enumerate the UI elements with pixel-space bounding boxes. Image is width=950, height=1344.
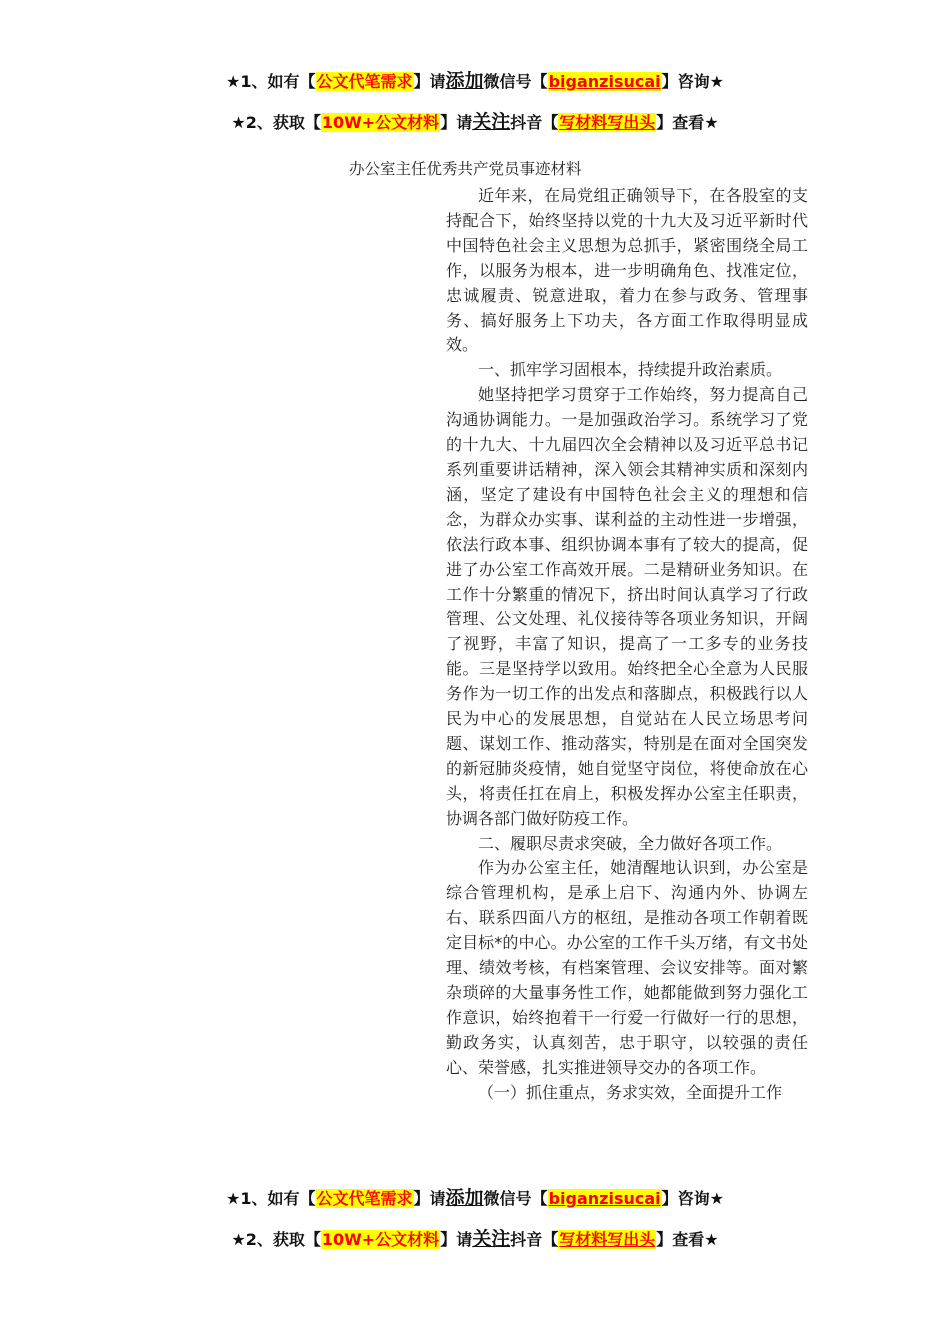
banner-emphasis: 关注 [472, 1228, 511, 1250]
douyin-account-link[interactable]: 写材料写出头 [559, 113, 656, 132]
wechat-account-link[interactable]: biganzisucai [548, 1189, 661, 1208]
document-body [446, 184, 808, 1106]
banner-prefix: ★1、如有【 [226, 72, 316, 91]
banner-emphasis: 关注 [472, 111, 511, 133]
paragraph: 她坚持把学习贯穿于工作始终，努力提高自己沟通协调能力。一是加强政治学习。系统学习了党的十九大、十九届四次全会精神以及习近平总书记系列重要讲话精神，深入领会其精神实质和深刻内涵，坚定了建设有中国特色社会主义的理想和信念，为群众办实事、谋利益的主动性进一步增强，依法行政本事、组织协调本事有了较大的提高，促进了办公室工作高效开展。二是精研业务知识。在工作十分繁重的情况下，挤出时间认真学习了行政管理、公文处理、礼仪接待等各项业务知识，开阔了视野，丰富了知识，提高了一工多专的业务技能。三是坚持学以致用。始终把全心全意为人民服务作为一切工作的出发点和落脚点，积极践行以人民为中心的发展思想，自觉站在人民立场思考问题、谋划工作、推动落实，特别是在面对全国突发的新冠肺炎疫情，她自觉坚守岗位，将使命放在心头，将责任扛在肩上，积极发挥办公室主任职责，协调各部门做好防疫工作。 [446, 385, 808, 828]
section-heading: 二、履职尽责求突破，全力做好各项工作。 [478, 833, 783, 853]
banner-highlight: 10W+公文材料 [321, 1230, 440, 1249]
banner-text: 】请 [413, 72, 446, 91]
banner-suffix: 】咨询★ [661, 72, 724, 91]
paragraph: 近年来，在局党组正确领导下，在各股室的支持配合下，始终坚持以党的十九大及习近平新时代中国特色社会主义思想为总抓手，紧密围绕全局工作，以服务为根本，进一步明确角色、找准定位，忠诚履责、锐意进取，着力在参与政务、管理事务、搞好服务上下功夫，各方面工作取得明显成效。 [446, 186, 808, 355]
promo-banner-top-line1 [0, 70, 950, 93]
banner-text: 】请 [413, 1189, 446, 1208]
banner-highlight: 10W+公文材料 [321, 113, 440, 132]
banner-highlight: 公文代笔需求 [316, 1189, 413, 1208]
banner-text: 】请 [440, 113, 473, 132]
douyin-account-link[interactable]: 写材料写出头 [559, 1230, 656, 1249]
section-heading: 一、抓牢学习固根本，持续提升政治素质。 [478, 360, 783, 380]
promo-banner-bottom-line2 [0, 1228, 950, 1251]
banner-text: 抖音【 [510, 1230, 559, 1249]
promo-banner-top-line2 [0, 111, 950, 134]
banner-emphasis: 添加 [445, 70, 484, 92]
banner-highlight: 公文代笔需求 [316, 72, 413, 91]
banner-text: 微信号【 [483, 72, 548, 91]
banner-suffix: 】查看★ [656, 113, 719, 132]
banner-text: 抖音【 [510, 113, 559, 132]
banner-emphasis: 添加 [445, 1187, 484, 1209]
banner-text: 微信号【 [483, 1189, 548, 1208]
banner-prefix: ★2、获取【 [231, 113, 321, 132]
wechat-account-link[interactable]: biganzisucai [548, 72, 661, 91]
banner-suffix: 】查看★ [656, 1230, 719, 1249]
banner-suffix: 】咨询★ [661, 1189, 724, 1208]
banner-prefix: ★1、如有【 [226, 1189, 316, 1208]
paragraph: 作为办公室主任，她清醒地认识到，办公室是综合管理机构，是承上启下、沟通内外、协调左右、联系四面八方的枢纽，是推动各项工作朝着既定目标*的中心。办公室的工作千头万绪，有文书处理、绩效考核，有档案管理、会议安排等。面对繁杂琐碎的大量事务性工作，她都能做到努力强化工作意识，始终抱着干一行爱一行做好一行的思想，勤政务实，认真刻苦，忠于职守，以较强的责任心、荣誉感，扎实推进领导交办的各项工作。 [446, 858, 808, 1077]
banner-text: 】请 [440, 1230, 473, 1249]
promo-banner-bottom-line1 [0, 1187, 950, 1210]
document-title: 办公室主任优秀共产党员事迹材料 [349, 160, 582, 178]
subsection-heading: （一）抓住重点，务求实效，全面提升工作 [478, 1082, 783, 1102]
banner-prefix: ★2、获取【 [231, 1230, 321, 1249]
